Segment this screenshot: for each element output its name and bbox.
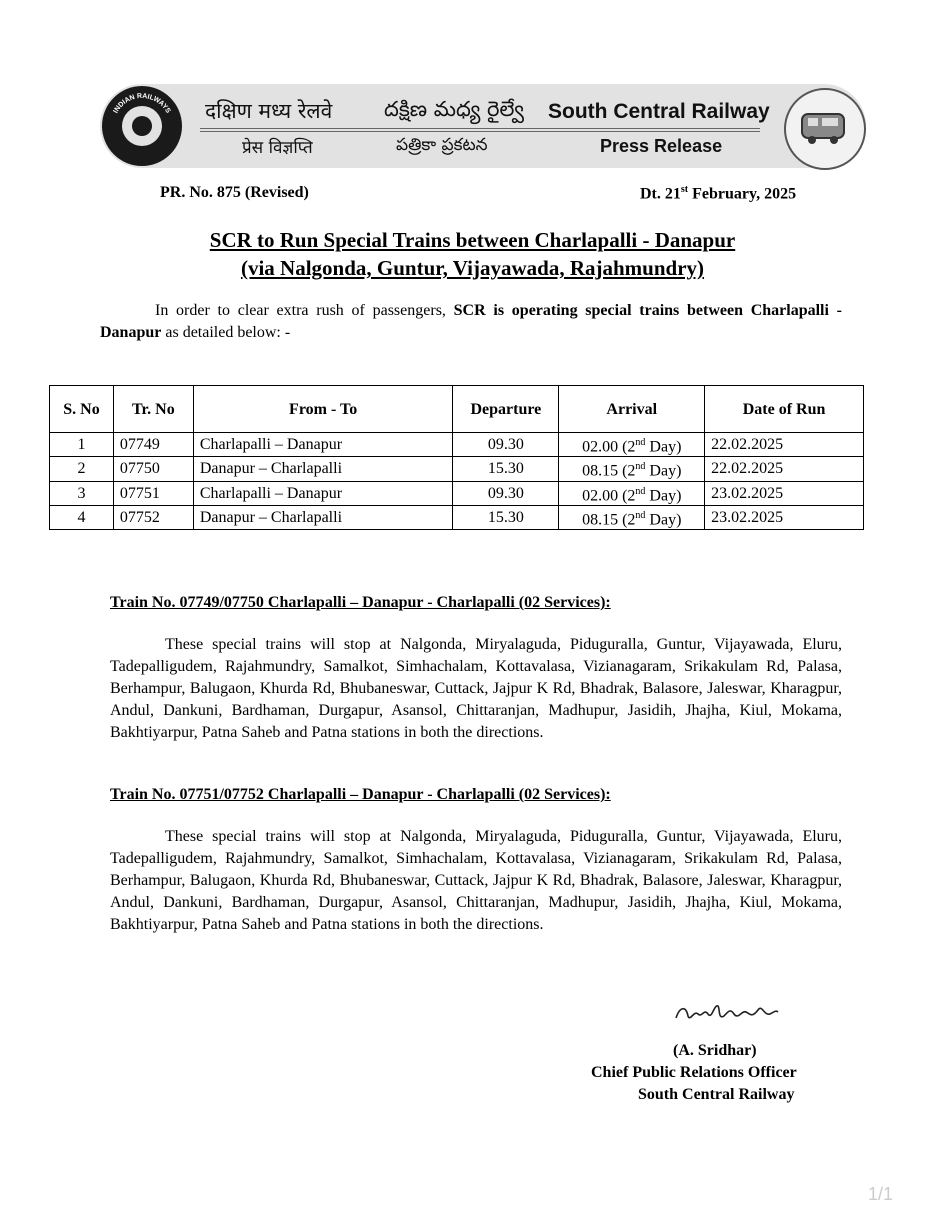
cell-sno: 1 xyxy=(50,433,114,457)
arrival-day: Day) xyxy=(645,462,682,480)
logo-ring-text xyxy=(102,86,182,166)
col-header-departure: Departure xyxy=(453,386,559,433)
svg-text:INDIAN RAILWAYS xyxy=(112,93,171,115)
headline-line-2: (via Nalgonda, Guntur, Vijayawada, Rajahmundry) xyxy=(240,256,705,280)
section-heading-07749: Train No. 07749/07750 Charlapalli – Danapur - Charlapalli (02 Services): xyxy=(110,594,611,611)
header-divider-2 xyxy=(200,131,760,132)
headline-line-1: SCR to Run Special Trains between Charlapalli - Danapur xyxy=(209,228,736,252)
cell-trno: 07751 xyxy=(113,481,193,505)
hindi-press-release: प्रेस विज्ञप्ति xyxy=(242,138,313,158)
table-row xyxy=(50,481,864,505)
intro-text-a: In order to clear extra rush of passengers, xyxy=(155,302,454,319)
col-header-date: Date of Run xyxy=(705,386,864,433)
telugu-railway-name: దక్షిణ మధ్య రైల్వే xyxy=(384,97,524,121)
cell-sno: 3 xyxy=(50,481,114,505)
section-body-07751 xyxy=(110,826,842,936)
cell-arrival xyxy=(559,457,705,481)
cell-arrival xyxy=(559,481,705,505)
table-row xyxy=(50,433,864,457)
cell-departure: 09.30 xyxy=(453,433,559,457)
arrival-day: Day) xyxy=(645,438,682,456)
col-header-trno: Tr. No xyxy=(113,386,193,433)
date-ordinal: st xyxy=(680,184,689,195)
stops-paragraph: These special trains will stop at Nalgonda, Miryalaguda, Piduguralla, Guntur, Vijayawada, Eluru, Tadepalligudem, Rajahmundry, Samalkot, Simhachalam, Kottavalasa, Vizianagaram, Srikakulam Rd, Palasa, Berhampur, Balugaon, Khurda Rd, Bhubaneswar, Cuttack, Jajpur K Rd, Bhadrak, Balasore, Jaleswar, Kharagpur, Andul, Dankuni, Bardhaman, Durgapur, Asansol, Chittaranjan, Madhupur, Jasidih, Jhajha, Kiul, Mokama, Bakhtiyarpur, Patna Saheb and Patna stations in both the directions. xyxy=(110,636,842,741)
hindi-railway-name: दक्षिण मध्य रेलवे xyxy=(205,99,333,123)
cell-date: 23.02.2025 xyxy=(705,505,864,529)
telugu-press-release: పత్రికా ప్రకటన xyxy=(396,135,488,155)
cell-trno: 07752 xyxy=(113,505,193,529)
cell-departure: 15.30 xyxy=(453,505,559,529)
table-row xyxy=(50,457,864,481)
stops-paragraph: These special trains will stop at Nalgonda, Miryalaguda, Piduguralla, Guntur, Vijayawada, Eluru, Tadepalligudem, Rajahmundry, Samalkot, Simhachalam, Kottavalasa, Vizianagaram, Srikakulam Rd, Palasa, Berhampur, Balugaon, Khurda Rd, Bhubaneswar, Cuttack, Jajpur K Rd, Bhadrak, Balasore, Jaleswar, Kharagpur, Andul, Dankuni, Bardhaman, Durgapur, Asansol, Chittaranjan, Madhupur, Jasidih, Jhajha, Kiul, Mokama, Bakhtiyarpur, Patna Saheb and Patna stations in both the directions. xyxy=(110,828,842,933)
col-header-sno: S. No xyxy=(50,386,114,433)
arrival-time: 08.15 (2 xyxy=(582,511,636,529)
cell-sno: 4 xyxy=(50,505,114,529)
page-indicator: 1/1 xyxy=(868,1184,894,1204)
signatory-title: Chief Public Relations Officer xyxy=(591,1064,797,1081)
arrival-time: 08.15 (2 xyxy=(582,462,636,480)
english-railway-name: South Central Railway xyxy=(548,100,770,123)
section-heading-07751: Train No. 07751/07752 Charlapalli – Danapur - Charlapalli (02 Services): xyxy=(110,786,611,803)
signatory-name: (A. Sridhar) xyxy=(673,1042,757,1059)
arrival-ordinal: nd xyxy=(635,485,646,497)
cell-date: 22.02.2025 xyxy=(705,457,864,481)
section-body-07749 xyxy=(110,634,842,744)
arrival-ordinal: nd xyxy=(635,509,646,521)
arrival-day: Day) xyxy=(645,511,682,529)
arrival-day: Day) xyxy=(645,486,682,504)
table-header-row xyxy=(50,386,864,433)
cell-date: 22.02.2025 xyxy=(705,433,864,457)
signatory-org: South Central Railway xyxy=(638,1086,795,1103)
cell-arrival xyxy=(559,505,705,529)
english-press-release: Press Release xyxy=(600,136,723,156)
col-header-arrival: Arrival xyxy=(559,386,705,433)
cell-route: Charlapalli – Danapur xyxy=(193,433,453,457)
arrival-ordinal: nd xyxy=(635,461,646,473)
date-prefix: Dt. 21 xyxy=(640,185,681,203)
cell-route: Danapur – Charlapalli xyxy=(193,505,453,529)
signature-scribble xyxy=(672,996,782,1026)
logo-ring-label: INDIAN RAILWAYS xyxy=(112,92,172,115)
date-suffix: February, 2025 xyxy=(688,185,797,203)
press-release-number: PR. No. 875 (Revised) xyxy=(160,184,309,201)
cell-trno: 07749 xyxy=(113,433,193,457)
intro-paragraph xyxy=(100,300,842,344)
special-trains-table xyxy=(49,385,864,530)
intro-text-b: as detailed below: - xyxy=(161,324,291,341)
cell-arrival xyxy=(559,433,705,457)
arrival-ordinal: nd xyxy=(635,437,646,448)
header-divider xyxy=(200,128,760,129)
table-row xyxy=(50,505,864,529)
cell-route: Danapur – Charlapalli xyxy=(193,457,453,481)
press-release-date xyxy=(640,184,796,203)
cell-departure: 09.30 xyxy=(453,481,559,505)
col-header-from-to: From - To xyxy=(193,386,453,433)
cell-sno: 2 xyxy=(50,457,114,481)
intro-bold: SCR is operating special trains between Charlapalli - Danapur xyxy=(100,302,843,341)
cell-departure: 15.30 xyxy=(453,457,559,481)
arrival-time: 02.00 (2 xyxy=(582,438,636,456)
arrival-time: 02.00 (2 xyxy=(582,486,636,504)
cell-route: Charlapalli – Danapur xyxy=(193,481,453,505)
cell-date: 23.02.2025 xyxy=(705,481,864,505)
train-icon xyxy=(796,108,850,146)
cell-trno: 07750 xyxy=(113,457,193,481)
